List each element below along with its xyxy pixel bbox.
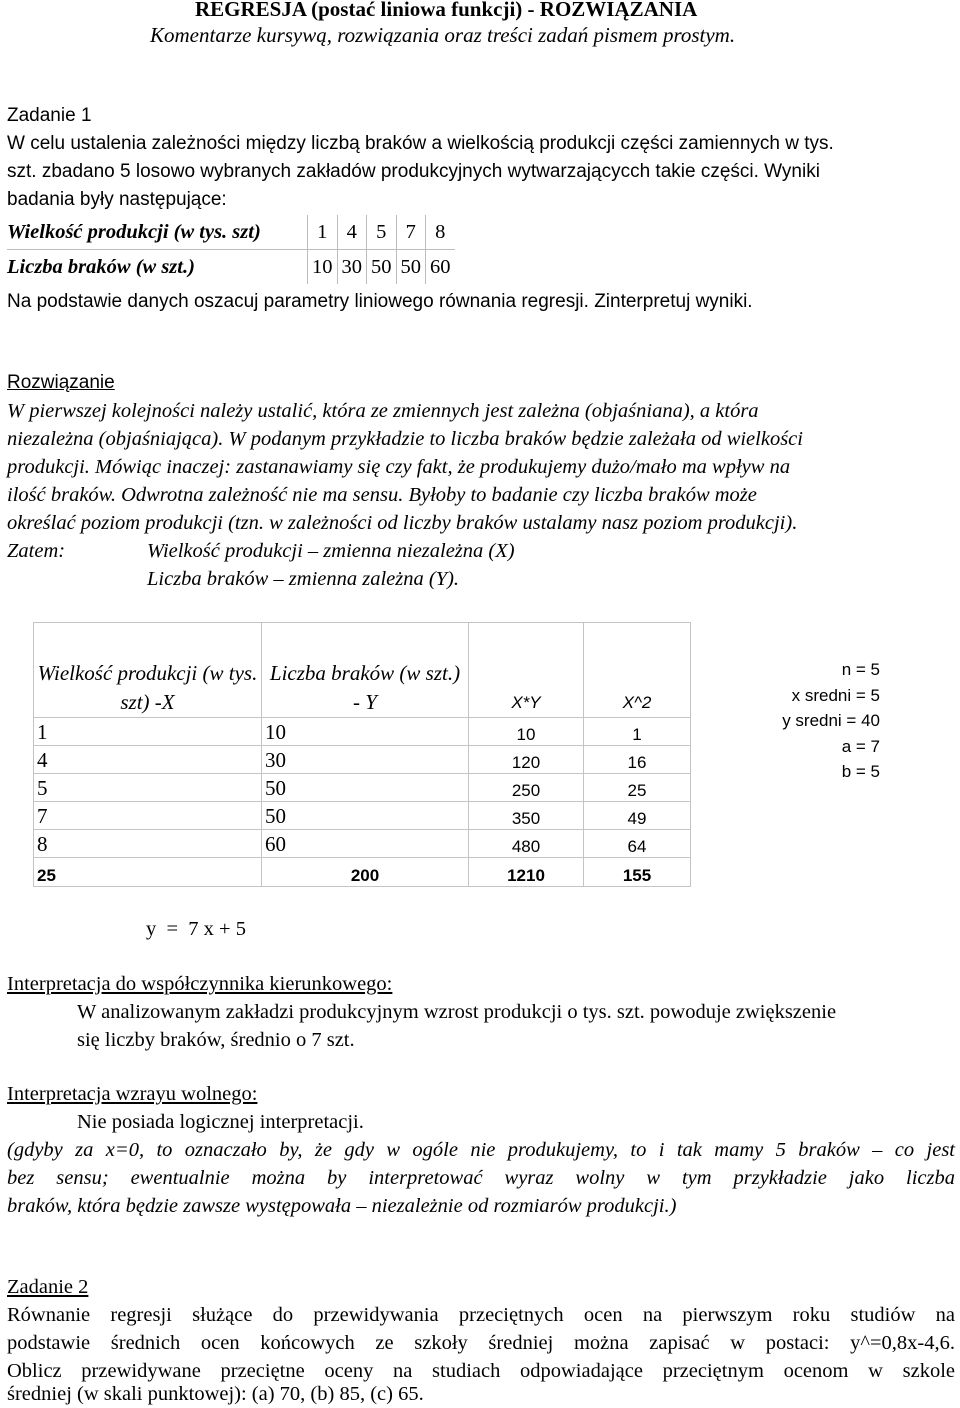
- solution-heading: Rozwiązanie: [7, 372, 115, 393]
- table-cell: 10: [308, 250, 338, 285]
- task2-heading: Zadanie 2: [7, 1276, 89, 1298]
- zatem-x: Wielkość produkcji – zmienna niezależna (X): [147, 540, 515, 562]
- table-cell: 64: [584, 830, 691, 858]
- stat-x-mean: x sredni = 5: [791, 685, 880, 705]
- task2-line4: średniej (w skali punktowej): (a) 70, (b) 85, (c) 65.: [7, 1383, 424, 1405]
- table-cell: 480: [469, 830, 584, 858]
- intercept-interpretation-heading: Interpretacja wzrayu wolnego:: [7, 1083, 258, 1105]
- table-cell: 10: [469, 718, 584, 746]
- table-cell: 25: [584, 774, 691, 802]
- table-row: [7, 215, 455, 250]
- table-cell: 60: [426, 250, 455, 285]
- table-row: [7, 250, 455, 285]
- table-cell: 1: [584, 718, 691, 746]
- intercept-interpretation-line1: Nie posiada logicznej interpretacji.: [77, 1111, 364, 1133]
- sum-cell: 25: [34, 858, 262, 887]
- task1-question: Na podstawie danych oszacuj parametry liniowego równania regresji. Zinterpretuj wyniki.: [7, 291, 753, 312]
- task2-line1: Równanie regresji służące do przewidywania przeciętnych ocen na pierwszym roku studiów na: [7, 1304, 955, 1326]
- table-cell: 350: [469, 802, 584, 830]
- column-header-xy: X*Y: [511, 693, 541, 712]
- solution-line4: ilość braków. Odwrotna zależność nie ma sensu. Byłoby to badanie czy liczba braków może: [7, 484, 757, 506]
- table-cell: 4: [34, 746, 262, 774]
- table-cell: 50: [262, 774, 469, 802]
- regression-stats: [730, 657, 880, 785]
- table-cell: 8: [426, 215, 455, 250]
- solution-line2: niezależna (objaśniająca). W podanym przykładzie to liczba braków będzie zależała od wielkości: [7, 428, 803, 450]
- table-cell: 50: [396, 250, 426, 285]
- table-cell: 7: [396, 215, 426, 250]
- table-cell: 30: [262, 746, 469, 774]
- row-label-defects: Liczba braków (w szt.): [7, 250, 308, 285]
- table-cell: 50: [262, 802, 469, 830]
- table-cell: 5: [367, 215, 397, 250]
- column-header-x2: X^2: [622, 693, 652, 712]
- solution-line5: określać poziom produkcji (tzn. w zależności od liczby braków ustalamy nasz poziom produkcji).: [7, 512, 798, 534]
- table-cell: 50: [367, 250, 397, 285]
- intercept-comment-line1: (gdyby za x=0, to oznaczało by, że gdy w ogóle nie produkujemy, to i tak mamy 5 braków – co jest: [7, 1139, 955, 1161]
- table-sum-row: [34, 858, 691, 887]
- column-header-y: Liczba braków (w szt.) - Y: [269, 661, 461, 714]
- table-cell: 8: [34, 830, 262, 858]
- column-header-x: Wielkość produkcji (w tys. szt) -X: [37, 661, 258, 714]
- table-cell: 49: [584, 802, 691, 830]
- row-label-production: Wielkość produkcji (w tys. szt): [7, 215, 308, 250]
- slope-interpretation-heading: Interpretacja do współczynnika kierunkowego:: [7, 973, 393, 995]
- table-cell: 7: [34, 802, 262, 830]
- table-cell: 5: [34, 774, 262, 802]
- intercept-comment-line3: braków, która będzie zawsze występowała – niezależnie od rozmiarów produkcji.): [7, 1195, 677, 1217]
- zatem-y: Liczba braków – zmienna zależna (Y).: [147, 568, 460, 590]
- table-row: [34, 718, 691, 746]
- solution-line3: produkcji. Mówiąc inaczej: zastanawiamy się czy fakt, że produkujemy dużo/mało ma wpływ na: [7, 456, 791, 478]
- task1-intro-line3: badania były następujące:: [7, 189, 227, 210]
- sum-cell: 155: [584, 858, 691, 887]
- table-cell: 16: [584, 746, 691, 774]
- sum-cell: 200: [262, 858, 469, 887]
- calculation-table: [33, 622, 691, 887]
- regression-equation: y = 7 x + 5: [146, 918, 246, 940]
- slope-interpretation-line1: W analizowanym zakładzi produkcyjnym wzrost produkcji o tys. szt. powoduje zwiększenie: [77, 1001, 837, 1023]
- page-subtitle: Komentarze kursywą, rozwiązania oraz treści zadań pismem prostym.: [150, 23, 736, 47]
- stat-b: b = 5: [841, 762, 880, 781]
- task2-line3: Oblicz przewidywane przeciętne oceny na studiach odpowiadające przeciętnym ocenom w szkole: [7, 1360, 955, 1382]
- stat-a: a = 7: [841, 736, 880, 756]
- table-header-row: [34, 623, 691, 718]
- intercept-comment-line2: bez sensu; ewentualnie można by interpretować wyraz wolny w tym przykładzie jako liczba: [7, 1167, 955, 1189]
- table-cell: 30: [337, 250, 367, 285]
- task1-intro-line1: W celu ustalenia zależności między liczbą braków a wielkością produkcji części zamiennych w tys.: [7, 133, 834, 154]
- table-cell: 10: [262, 718, 469, 746]
- table-row: [34, 830, 691, 858]
- table-row: [34, 802, 691, 830]
- task1-intro-line2: szt. zbadano 5 losowo wybranych zakładów produkcyjnych wytwarzającycch takie części. Wyniki: [7, 161, 820, 182]
- task1-data-table: [7, 215, 455, 284]
- sum-cell: 1210: [469, 858, 584, 887]
- table-cell: 60: [262, 830, 469, 858]
- table-row: [34, 746, 691, 774]
- table-cell: 250: [469, 774, 584, 802]
- table-cell: 120: [469, 746, 584, 774]
- slope-interpretation-line2: się liczby braków, średnio o 7 szt.: [77, 1029, 355, 1051]
- stat-y-mean: y sredni = 40: [782, 711, 880, 730]
- solution-line1: W pierwszej kolejności należy ustalić, która ze zmiennych jest zależna (objaśniana), a która: [7, 400, 759, 422]
- stat-n: n = 5: [841, 660, 880, 679]
- page-title: REGRESJA (postać liniowa funkcji) - ROZWIĄZANIA: [195, 0, 698, 21]
- table-cell: 1: [34, 718, 262, 746]
- table-row: [34, 774, 691, 802]
- table-cell: 4: [337, 215, 367, 250]
- table-cell: 1: [308, 215, 338, 250]
- task2-line2: podstawie średnich ocen końcowych ze szkoły średniej można zapisać w postaci: y^=0,8x-4,6.: [7, 1332, 955, 1354]
- zatem-label: Zatem:: [7, 540, 66, 562]
- task1-heading: Zadanie 1: [7, 105, 92, 126]
